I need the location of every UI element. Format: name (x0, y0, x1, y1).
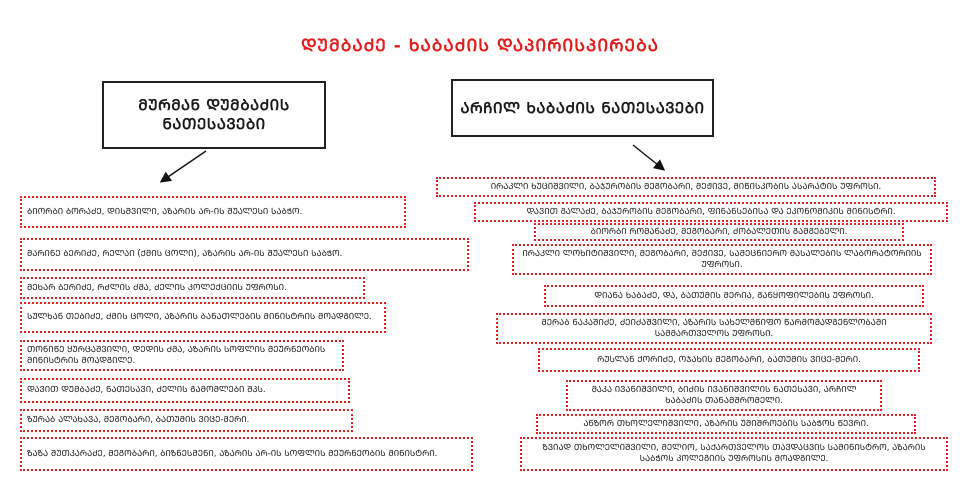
right-item: ᲓᲐᲕᲘᲗ ᲒᲐᲚᲐᲫᲔ, ᲑᲐᲯᲣᲠᲝᲑᲘᲡ ᲛᲔᲒᲝᲑᲐᲠᲘ, ᲤᲘᲜᲐᲜᲡᲔᲑᲘᲡᲐ ᲓᲐ ᲔᲙᲝᲜᲝᲛᲘᲙᲘᲡ ᲛᲘᲜᲘᲡᲢᲠᲘ. (474, 202, 948, 222)
right-item: ᲖᲕᲘᲐᲓ ᲗᲮᲝᲚᲔᲚᲘᲨᲕᲘᲚᲘ, ᲛᲔᲚᲘᲝ, ᲡᲐᲥᲐᲠᲗᲕᲔᲚᲝᲡ ᲗᲐᲕᲓᲐᲪᲕᲘᲡ ᲡᲐᲛᲘᲜᲘᲡᲢᲠᲝ, ᲐᲖᲐᲠᲘᲡ ᲡᲐᲑᲭᲝᲡ ᲙᲝᲚᲔᲒᲘᲘᲡ ᲣᲤᲠᲝᲡᲘᲡ ᲛᲝᲐᲓᲒᲘᲚᲔ. (520, 437, 948, 471)
right-item: ᲛᲐᲙᲐ ᲘᲕᲐᲜᲘᲨᲕᲘᲚᲘ, ᲑᲘᲫᲘᲡ ᲘᲕᲐᲜᲘᲨᲕᲘᲚᲘᲡ ᲜᲐᲗᲔᲡᲐᲕᲘ, ᲐᲠᲩᲘᲚ ᲮᲐᲑᲐᲫᲘᲡ ᲗᲐᲜᲐᲛᲨᲠᲝᲛᲔᲚᲘ. (566, 380, 882, 411)
right-item: ᲐᲜᲖᲝᲠ ᲗᲮᲝᲚᲔᲚᲘᲨᲕᲘᲚᲘ, ᲐᲖᲐᲠᲘᲡ ᲣᲨᲘᲨᲠᲝᲔᲑᲘᲡ ᲡᲐᲑᲭᲝᲡ ᲬᲔᲕᲠᲘ. (536, 414, 916, 434)
right-item: ᲛᲔᲠᲐᲑ ᲜᲐᲙᲐᲨᲘᲫᲔ, ᲫᲔᲘᲫᲐᲨᲕᲘᲚᲘ, ᲐᲖᲐᲠᲘᲡ ᲡᲐᲮᲔᲚᲛᲬᲘᲤᲝ ᲬᲐᲠᲛᲝᲛᲐᲓᲒᲔᲜᲚᲝᲑᲐᲨᲘ ᲡᲐᲛᲛᲐᲠᲗᲕᲔᲚᲝᲡ ᲣᲤᲠᲝᲡᲘ. (496, 313, 932, 344)
left-heading-line1: ᲛᲣᲠᲛᲐᲜ ᲓᲣᲛᲑᲐᲫᲘᲡ (138, 96, 290, 114)
left-item: ᲛᲔᲮᲐᲠ ᲑᲔᲠᲘᲫᲔ, ᲠᲫᲚᲘᲡ ᲫᲛᲐ, ᲫᲔᲚᲘᲡ ᲙᲝᲚᲔᲥᲪᲘᲘᲡ ᲣᲤᲠᲝᲡᲘ. (20, 277, 365, 299)
left-arrow-icon (150, 145, 220, 190)
left-item: ᲓᲐᲕᲘᲗ ᲓᲣᲛᲑᲐᲫᲔ, ᲜᲐᲗᲔᲡᲐᲕᲘ, ᲫᲔᲚᲘᲡ ᲒᲐᲛᲝᲛᲚᲔᲑᲘ ᲨᲞᲡ. (20, 378, 350, 403)
left-item: ᲛᲐᲠᲘᲜᲔ ᲑᲔᲠᲘᲫᲔ, ᲠᲔᲚᲐᲘ (ᲥᲛᲘᲡ ᲪᲝᲚᲘ), ᲐᲖᲐᲠᲘᲡ ᲐᲠ-ᲘᲡ ᲨᲣᲐᲚᲔᲡᲘ ᲡᲐᲑᲭᲝ. (20, 238, 469, 271)
page-title: ᲓᲣᲛᲑᲐᲫᲔ - ᲮᲐᲑᲐᲫᲘᲡ ᲓᲐᲞᲘᲠᲘᲡᲞᲘᲠᲔᲑᲐ (300, 36, 660, 56)
left-item: ᲗᲝᲜᲘᲬᲔ ᲧᲣᲠᲪᲐᲨᲕᲘᲚᲘ, ᲓᲔᲓᲘᲡ ᲫᲛᲐ, ᲐᲖᲐᲠᲘᲡ ᲡᲝᲤᲚᲘᲡ ᲛᲔᲣᲠᲜᲔᲝᲑᲘᲡ ᲛᲘᲜᲘᲡᲢᲠᲘᲡ ᲛᲝᲐᲓᲒᲘᲚᲔ. (20, 340, 344, 371)
right-item: ᲘᲠᲐᲙᲚᲘ ᲮᲣᲪᲘᲨᲕᲘᲚᲘ, ᲑᲐᲯᲣᲠᲝᲑᲘᲡ ᲛᲔᲒᲝᲑᲐᲠᲘ, ᲛᲔᲟᲘᲕᲔ, ᲛᲘᲬᲘᲡᲙᲝᲑᲘᲡ ᲐᲡᲐᲠᲐᲢᲘᲡ ᲣᲤᲠᲝᲡᲘ. (436, 177, 936, 197)
left-item: ᲑᲘᲝᲠᲑᲘ ᲑᲝᲠᲐᲫᲔ, ᲓᲘᲡᲨᲕᲘᲚᲘ, ᲐᲖᲐᲠᲘᲡ ᲐᲠ-ᲘᲡ ᲨᲣᲐᲚᲔᲡᲘ ᲡᲐᲑᲭᲝ. (20, 196, 406, 228)
right-arrow-icon (625, 140, 675, 180)
right-item: ᲘᲠᲐᲙᲚᲘ ᲚᲝᲮᲘᲢᲘᲨᲕᲘᲚᲘ, ᲛᲔᲒᲝᲑᲐᲠᲘ, ᲛᲔᲟᲘᲕᲔ, ᲡᲐᲛᲔᲪᲜᲘᲔᲠᲝ ᲛᲐᲡᲐᲚᲔᲑᲘᲡ ᲚᲐᲑᲝᲠᲐᲢᲝᲠᲘᲘᲡ ᲣᲤᲠᲝᲡᲘ. (512, 244, 932, 275)
right-heading (451, 79, 714, 137)
left-item: ᲖᲣᲠᲐᲑ ᲐᲚᲐᲮᲐᲕᲐ, ᲛᲔᲒᲝᲑᲐᲠᲘ, ᲑᲐᲗᲣᲛᲘᲡ ᲕᲘᲪᲔ-ᲛᲔᲠᲘ. (20, 409, 353, 432)
right-heading-text: ᲐᲠᲩᲘᲚ ᲮᲐᲑᲐᲫᲘᲡ ᲜᲐᲗᲔᲡᲐᲕᲔᲑᲘ (460, 98, 705, 117)
right-item: ᲑᲘᲝᲠᲑᲘ ᲠᲝᲛᲐᲜᲐᲫᲔ, ᲛᲔᲒᲝᲑᲐᲠᲘ, ᲫᲝᲑᲐᲚᲔᲗᲘᲡ ᲒᲐᲛᲒᲔᲑᲔᲚᲘ. (534, 223, 904, 241)
right-item: ᲓᲘᲐᲜᲐ ᲮᲐᲑᲐᲫᲔ, ᲓᲐ, ᲑᲐᲗᲣᲛᲘᲡ ᲛᲔᲠᲘᲐ, ᲒᲐᲜᲧᲝᲤᲘᲚᲔᲑᲘᲡ ᲣᲤᲠᲝᲡᲘ. (544, 285, 924, 307)
left-item: ᲖᲐᲖᲐ ᲨᲣᲗᲙᲐᲠᲐᲫᲔ, ᲛᲔᲒᲝᲑᲐᲠᲘ, ᲑᲘᲖᲜᲔᲡᲛᲔᲜᲘ, ᲐᲖᲐᲠᲘᲡ ᲐᲠ-ᲘᲡ ᲡᲝᲤᲚᲘᲡ ᲛᲔᲣᲠᲜᲔᲝᲑᲘᲡ ᲛᲘᲜᲘᲡᲢᲠᲘ. (20, 437, 473, 471)
left-heading (102, 81, 326, 149)
right-item: ᲠᲣᲡᲚᲐᲜ ᲥᲝᲠᲘᲫᲔ, ᲝᲯᲐᲮᲘᲡ ᲛᲔᲒᲝᲑᲐᲠᲘ, ᲑᲐᲗᲣᲛᲘᲡ ᲕᲘᲪᲔ-ᲛᲔᲠᲘ. (538, 348, 920, 372)
left-item: ᲡᲣᲚᲮᲐᲜ ᲗᲔᲑᲘᲫᲔ, ᲫᲛᲘᲡ ᲪᲝᲚᲘ, ᲐᲖᲐᲠᲘᲡ ᲑᲐᲜᲐᲗᲚᲔᲑᲘᲡ ᲛᲘᲜᲘᲡᲢᲠᲘᲡ ᲛᲝᲐᲓᲒᲘᲚᲔ. (20, 302, 386, 333)
left-heading-line2: ᲜᲐᲗᲔᲡᲐᲕᲔᲑᲘ (162, 115, 266, 133)
